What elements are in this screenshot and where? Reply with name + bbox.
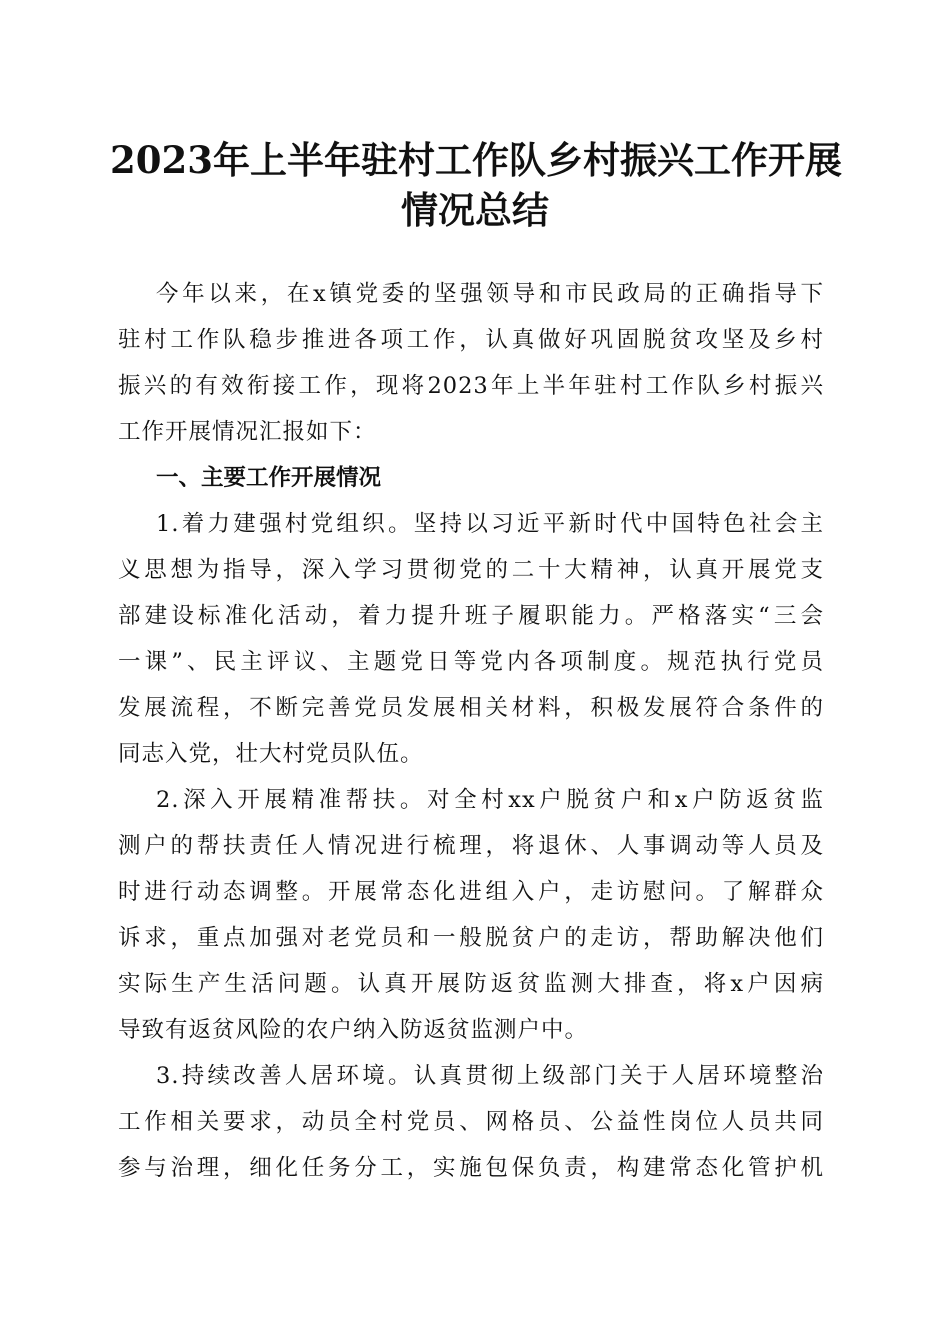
paragraph-1-line: 1.着力建强村党组织。坚持以习近平新时代中国特色社会主 (156, 511, 824, 537)
intro-line: 今年以来，在x镇党委的坚强领导和市民政局的正确指导下 (156, 281, 824, 307)
intro-line: 振兴的有效衔接工作，现将2023年上半年驻村工作队乡村振兴 (118, 373, 824, 399)
paragraph-2-line: 诉求，重点加强对老党员和一般脱贫户的走访，帮助解决他们 (118, 925, 824, 951)
paragraph-3-line: 工作相关要求，动员全村党员、网格员、公益性岗位人员共同 (118, 1109, 824, 1135)
section-heading: 一、主要工作开展情况 (156, 465, 382, 491)
paragraph-1-line: 同志入党，壮大村党员队伍。 (118, 741, 424, 767)
paragraph-1-line: 部建设标准化活动，着力提升班子履职能力。严格落实“三会 (118, 603, 824, 629)
paragraph-1-line: 义思想为指导，深入学习贯彻党的二十大精神，认真开展党支 (118, 557, 824, 583)
document-title-line-1: 2023年上半年驻村工作队乡村振兴工作开展 (110, 138, 842, 182)
paragraph-3-line: 参与治理，细化任务分工，实施包保负责，构建常态化管护机 (118, 1155, 824, 1181)
intro-line: 驻村工作队稳步推进各项工作，认真做好巩固脱贫攻坚及乡村 (118, 327, 824, 353)
document-body (118, 271, 824, 1191)
paragraph-1-line: 发展流程，不断完善党员发展相关材料，积极发展符合条件的 (118, 695, 824, 721)
paragraph-1-line: 一课”、民主评议、主题党日等党内各项制度。规范执行党员 (118, 649, 824, 675)
paragraph-2-line: 实际生产生活问题。认真开展防返贫监测大排查，将x户因病 (118, 971, 824, 997)
intro-line: 工作开展情况汇报如下： (118, 419, 377, 445)
paragraph-2-line: 时进行动态调整。开展常态化进组入户，走访慰问。了解群众 (118, 879, 824, 905)
paragraph-3-line: 3.持续改善人居环境。认真贯彻上级部门关于人居环境整治 (156, 1063, 824, 1089)
paragraph-2-line: 2.深入开展精准帮扶。对全村xx户脱贫户和x户防返贫监 (156, 787, 824, 813)
document-title-line-2: 情况总结 (401, 188, 549, 232)
paragraph-2-line: 测户的帮扶责任人情况进行梳理，将退休、人事调动等人员及 (118, 833, 824, 859)
paragraph-2-line: 导致有返贫风险的农户纳入防返贫监测户中。 (118, 1017, 589, 1043)
